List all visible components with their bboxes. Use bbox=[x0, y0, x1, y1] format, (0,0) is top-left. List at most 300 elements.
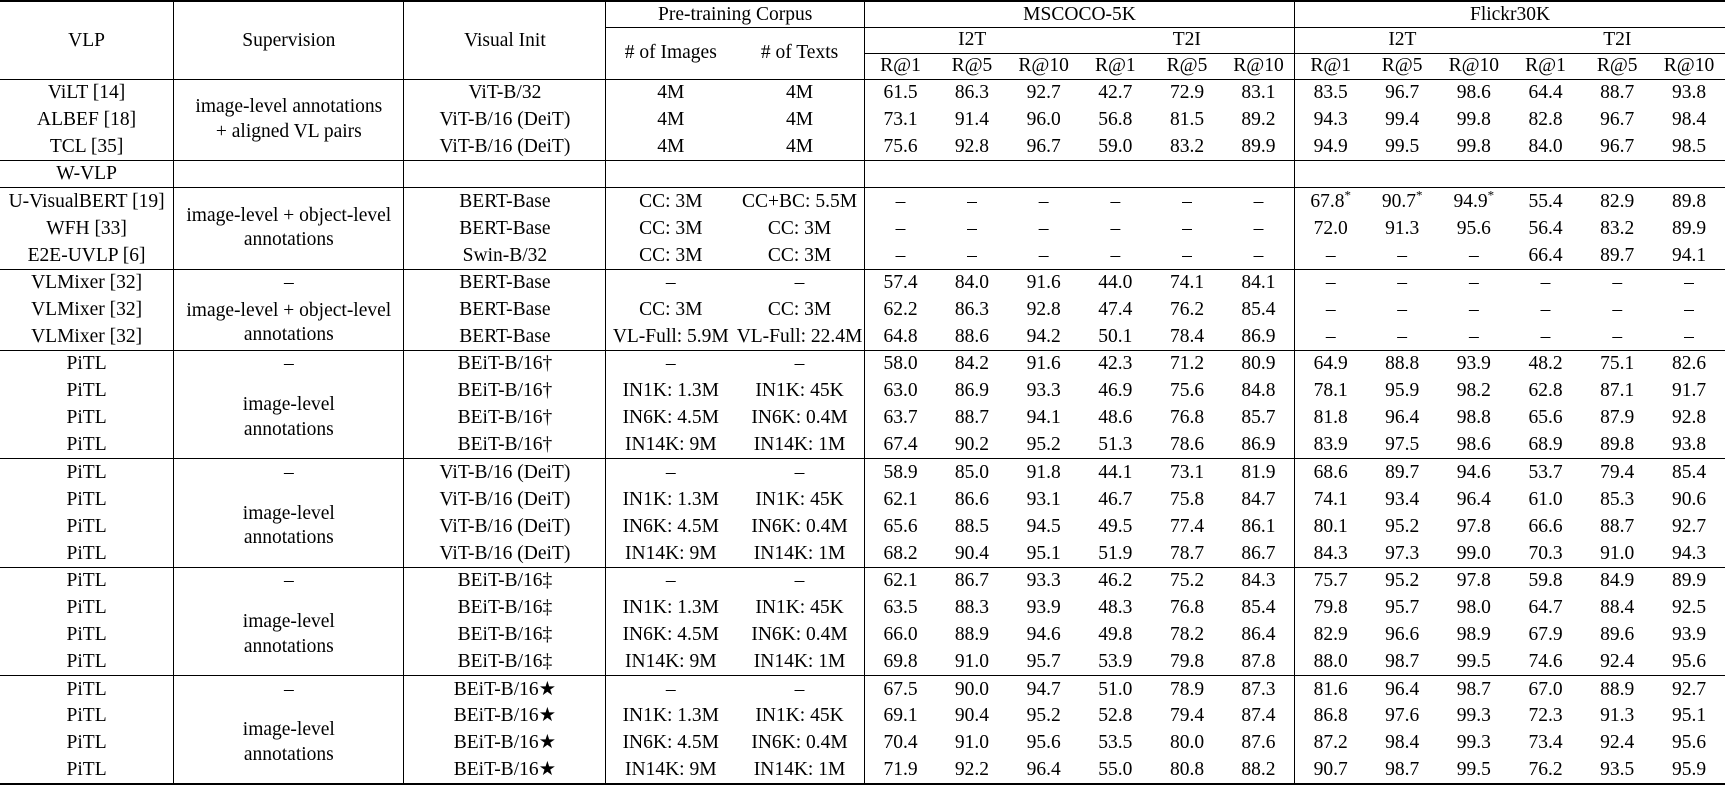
table-row bbox=[0, 594, 1725, 621]
table-row bbox=[0, 459, 1725, 486]
cell-flickr-i2t-r5: 99.4 bbox=[1385, 108, 1420, 130]
cell-flickr-i2t-r5: 96.7 bbox=[1385, 82, 1420, 104]
cell-visual-init: BEiT-B/16‡ bbox=[404, 648, 606, 675]
cell-mscoco-t2i-r1: 56.8 bbox=[1098, 108, 1133, 130]
cell-flickr-i2t-r1: 68.6 bbox=[1313, 461, 1348, 483]
cell-flickr-i2t-r1: 75.7 bbox=[1313, 570, 1348, 592]
cell-vlp: ALBEF [18] bbox=[0, 106, 174, 133]
header-visual-init: Visual Init bbox=[404, 1, 606, 79]
cell-flickr-t2i-r1: 73.4 bbox=[1528, 732, 1563, 754]
cell-flickr-t2i-r5: – bbox=[1612, 272, 1623, 294]
cell-flickr-t2i-r1: 66.6 bbox=[1528, 515, 1563, 537]
cell-flickr-i2t-r10: 99.0 bbox=[1456, 542, 1491, 564]
cell-mscoco-t2i-r5: 76.8 bbox=[1169, 596, 1205, 618]
cell-flickr-t2i-r10: 93.8 bbox=[1671, 82, 1707, 104]
cell-num-texts: 4M bbox=[735, 106, 864, 133]
cell-flickr-t2i-r10: 95.1 bbox=[1671, 705, 1707, 727]
section-spacer-mscoco bbox=[864, 160, 1294, 188]
cell-mscoco-i2t-r1: – bbox=[895, 244, 906, 266]
cell-num-texts: – bbox=[735, 350, 864, 377]
cell-flickr-t2i-r10: 92.5 bbox=[1671, 596, 1707, 618]
cell-flickr-t2i-r5: 87.1 bbox=[1600, 380, 1635, 402]
cell-mscoco-t2i-r10: 86.4 bbox=[1223, 621, 1295, 648]
cell-num-images: CC: 3M bbox=[639, 244, 703, 266]
cell-flickr-t2i-r1: 82.8 bbox=[1528, 108, 1563, 130]
cell-flickr-t2i-r10: 93.8 bbox=[1671, 434, 1707, 456]
cell-mscoco-t2i-r5: 78.9 bbox=[1169, 678, 1205, 700]
cell-flickr-i2t-r1: – bbox=[1325, 325, 1336, 347]
table-row bbox=[0, 269, 1725, 296]
cell-flickr-t2i-r5: 75.1 bbox=[1600, 353, 1635, 375]
header-mscoco-t2i-r5: R@5 bbox=[1166, 55, 1208, 77]
cell-mscoco-i2t-r10: 93.3 bbox=[1026, 570, 1061, 592]
cell-visual-init: BERT-Base bbox=[404, 215, 606, 242]
cell-visual-init: BEiT-B/16‡ bbox=[404, 594, 606, 621]
cell-flickr-t2i-r5: – bbox=[1612, 325, 1623, 347]
cell-mscoco-i2t-r1: 57.4 bbox=[883, 272, 918, 294]
cell-mscoco-i2t-r1: 63.0 bbox=[883, 380, 918, 402]
cell-mscoco-t2i-r1: 50.1 bbox=[1098, 325, 1133, 347]
cell-visual-init: BERT-Base bbox=[404, 188, 606, 215]
cell-mscoco-i2t-r10: 93.3 bbox=[1026, 380, 1061, 402]
header-mscoco-i2t-r5: R@5 bbox=[951, 55, 993, 77]
cell-flickr-t2i-r5: – bbox=[1612, 298, 1623, 320]
cell-mscoco-i2t-r10: 93.9 bbox=[1026, 596, 1061, 618]
cell-num-images: IN6K: 4.5M bbox=[622, 624, 719, 646]
cell-mscoco-t2i-r1: – bbox=[1110, 244, 1121, 266]
table-row bbox=[0, 79, 1725, 106]
cell-visual-init: ViT-B/16 (DeiT) bbox=[404, 540, 606, 567]
cell-flickr-i2t-r10: 98.6 bbox=[1456, 434, 1491, 456]
cell-mscoco-i2t-r5: 91.0 bbox=[954, 650, 990, 672]
cell-mscoco-t2i-r1: 51.3 bbox=[1098, 434, 1133, 456]
cell-mscoco-t2i-r5: 81.5 bbox=[1169, 108, 1205, 130]
header-mscoco-t2i: T2I bbox=[1079, 27, 1294, 53]
cell-mscoco-t2i-r5: 83.2 bbox=[1169, 135, 1205, 157]
cell-flickr-i2t-r5: 89.7 bbox=[1385, 461, 1420, 483]
cell-mscoco-t2i-r1: – bbox=[1110, 190, 1121, 212]
cell-mscoco-i2t-r5: 86.9 bbox=[954, 380, 990, 402]
cell-mscoco-t2i-r10: 85.4 bbox=[1223, 296, 1295, 323]
cell-visual-init: ViT-B/16 (DeiT) bbox=[404, 486, 606, 513]
cell-vlp: PiTL bbox=[0, 703, 174, 730]
cell-mscoco-t2i-r1: 48.3 bbox=[1098, 596, 1133, 618]
table-body bbox=[0, 79, 1725, 784]
cell-num-texts: 4M bbox=[735, 133, 864, 160]
cell-mscoco-t2i-r1: 51.9 bbox=[1098, 542, 1133, 564]
cell-visual-init: BEiT-B/16† bbox=[404, 377, 606, 404]
header-flickr-t2i-r1: R@1 bbox=[1525, 55, 1566, 77]
cell-num-texts: – bbox=[735, 269, 864, 296]
supervision-line: image-level annotations bbox=[195, 96, 383, 118]
cell-flickr-i2t-r10: 96.4 bbox=[1456, 488, 1491, 510]
cell-flickr-i2t-r10: 99.8 bbox=[1456, 135, 1491, 157]
cell-mscoco-i2t-r1: 64.8 bbox=[883, 325, 918, 347]
cell-mscoco-t2i-r5: 74.1 bbox=[1169, 272, 1205, 294]
cell-mscoco-t2i-r5: 78.2 bbox=[1169, 624, 1205, 646]
cell-num-texts: IN14K: 1M bbox=[735, 540, 864, 567]
cell-flickr-t2i-r5: 91.3 bbox=[1600, 705, 1635, 727]
cell-flickr-t2i-r1: 55.4 bbox=[1528, 190, 1563, 212]
cell-mscoco-i2t-r1: 69.1 bbox=[883, 705, 918, 727]
cell-num-texts: CC: 3M bbox=[735, 242, 864, 269]
cell-mscoco-i2t-r1: 62.2 bbox=[883, 298, 918, 320]
supervision-line: image-level bbox=[242, 719, 335, 741]
cell-num-texts: CC: 3M bbox=[735, 296, 864, 323]
cell-mscoco-t2i-r5: 79.8 bbox=[1169, 650, 1205, 672]
cell-mscoco-t2i-r10: 86.1 bbox=[1223, 513, 1295, 540]
cell-flickr-t2i-r1: 64.4 bbox=[1528, 82, 1563, 104]
cell-mscoco-i2t-r1: 67.4 bbox=[883, 434, 918, 456]
cell-num-images: IN14K: 9M bbox=[625, 542, 717, 564]
cell-mscoco-i2t-r10: 91.8 bbox=[1026, 461, 1061, 483]
cell-flickr-t2i-r10: 92.8 bbox=[1671, 407, 1707, 429]
cell-visual-init: BERT-Base bbox=[404, 269, 606, 296]
cell-mscoco-t2i-r10: – bbox=[1223, 215, 1295, 242]
cell-visual-init: BERT-Base bbox=[404, 323, 606, 350]
cell-mscoco-t2i-r1: 46.7 bbox=[1098, 488, 1133, 510]
cell-mscoco-t2i-r1: 48.6 bbox=[1098, 407, 1133, 429]
cell-visual-init: BEiT-B/16‡ bbox=[404, 567, 606, 594]
cell-num-images: 4M bbox=[657, 82, 685, 104]
cell-mscoco-t2i-r1: 49.8 bbox=[1098, 624, 1133, 646]
cell-flickr-t2i-r1: 66.4 bbox=[1528, 244, 1563, 266]
cell-mscoco-i2t-r10: 95.7 bbox=[1026, 650, 1061, 672]
cell-vlp: VLMixer [32] bbox=[0, 323, 174, 350]
cell-mscoco-i2t-r1: 65.6 bbox=[883, 515, 918, 537]
cell-flickr-t2i-r1: – bbox=[1540, 325, 1551, 347]
header-mscoco-t2i-r1: R@1 bbox=[1094, 55, 1136, 77]
cell-mscoco-i2t-r5: – bbox=[967, 190, 977, 212]
cell-mscoco-t2i-r10: 84.8 bbox=[1223, 377, 1295, 404]
table-row bbox=[0, 377, 1725, 404]
cell-flickr-t2i-r10: 89.9 bbox=[1671, 217, 1707, 239]
header-supervision: Supervision bbox=[174, 1, 404, 79]
cell-mscoco-i2t-r10: 95.6 bbox=[1026, 732, 1061, 754]
supervision-line: image-level bbox=[242, 502, 335, 524]
cell-supervision: – bbox=[174, 350, 404, 377]
cell-flickr-i2t-r1: 83.9 bbox=[1313, 434, 1348, 456]
cell-mscoco-i2t-r5: 88.3 bbox=[954, 596, 990, 618]
cell-visual-init: ViT-B/16 (DeiT) bbox=[404, 106, 606, 133]
cell-vlp: PiTL bbox=[0, 594, 174, 621]
cell-mscoco-i2t-r10: 92.8 bbox=[1026, 298, 1061, 320]
cell-num-texts: IN1K: 45K bbox=[735, 377, 864, 404]
cell-flickr-t2i-r10: – bbox=[1684, 325, 1694, 347]
cell-mscoco-i2t-r5: 86.3 bbox=[954, 82, 990, 104]
cell-vlp: PiTL bbox=[0, 377, 174, 404]
cell-flickr-t2i-r10: 98.4 bbox=[1671, 108, 1707, 130]
cell-mscoco-i2t-r10: – bbox=[1038, 190, 1049, 212]
cell-mscoco-t2i-r1: 53.9 bbox=[1098, 650, 1133, 672]
cell-num-texts: CC+BC: 5.5M bbox=[735, 188, 864, 215]
header-flickr30k: Flickr30K bbox=[1295, 1, 1725, 27]
cell-visual-init: BEiT-B/16★ bbox=[404, 675, 606, 702]
cell-mscoco-i2t-r10: 95.1 bbox=[1026, 542, 1061, 564]
cell-mscoco-t2i-r10: 87.8 bbox=[1223, 648, 1295, 675]
cell-mscoco-t2i-r10: 88.2 bbox=[1223, 757, 1295, 784]
cell-flickr-i2t-r5: – bbox=[1397, 298, 1408, 320]
cell-mscoco-i2t-r5: 91.4 bbox=[954, 108, 990, 130]
cell-flickr-t2i-r10: 95.9 bbox=[1671, 759, 1707, 781]
cell-mscoco-t2i-r10: 87.4 bbox=[1223, 703, 1295, 730]
cell-mscoco-t2i-r5: 79.4 bbox=[1169, 705, 1205, 727]
cell-mscoco-i2t-r1: 67.5 bbox=[883, 678, 918, 700]
cell-num-texts: IN14K: 1M bbox=[735, 648, 864, 675]
cell-visual-init: ViT-B/16 (DeiT) bbox=[404, 133, 606, 160]
cell-mscoco-t2i-r5: 71.2 bbox=[1169, 353, 1205, 375]
header-mscoco-5k: MSCOCO-5K bbox=[864, 1, 1294, 27]
cell-flickr-i2t-r1: 72.0 bbox=[1313, 217, 1348, 239]
section-spacer-supervision bbox=[174, 160, 404, 188]
cell-flickr-t2i-r5: 83.2 bbox=[1600, 217, 1635, 239]
cell-supervision: – bbox=[174, 675, 404, 702]
header-flickr-i2t: I2T bbox=[1295, 27, 1510, 53]
cell-mscoco-t2i-r5: 76.2 bbox=[1169, 298, 1205, 320]
cell-flickr-i2t-r5: 98.4 bbox=[1385, 732, 1420, 754]
cell-flickr-t2i-r1: 56.4 bbox=[1528, 217, 1563, 239]
cell-flickr-i2t-r10: 98.9 bbox=[1456, 624, 1491, 646]
supervision-line: + aligned VL pairs bbox=[215, 120, 362, 142]
cell-flickr-t2i-r5: 88.7 bbox=[1600, 82, 1635, 104]
cell-flickr-i2t-r5: 90.7* bbox=[1381, 187, 1423, 212]
table-header bbox=[0, 1, 1725, 79]
cell-vlp: PiTL bbox=[0, 730, 174, 757]
cell-vlp: PiTL bbox=[0, 459, 174, 486]
cell-mscoco-t2i-r1: 46.2 bbox=[1098, 570, 1133, 592]
cell-mscoco-t2i-r10: 84.3 bbox=[1223, 567, 1295, 594]
cell-flickr-t2i-r5: 89.7 bbox=[1600, 244, 1635, 266]
cell-mscoco-i2t-r10: 96.0 bbox=[1026, 108, 1061, 130]
header-row-groups bbox=[0, 1, 1725, 27]
cell-mscoco-i2t-r10: 93.1 bbox=[1026, 488, 1061, 510]
cell-num-texts: – bbox=[735, 567, 864, 594]
cell-flickr-i2t-r5: 95.2 bbox=[1385, 570, 1420, 592]
cell-mscoco-t2i-r1: 44.1 bbox=[1098, 461, 1133, 483]
header-mscoco-i2t: I2T bbox=[864, 27, 1079, 53]
cell-vlp: U-VisualBERT [19] bbox=[0, 188, 174, 215]
cell-num-images: – bbox=[665, 272, 676, 294]
cell-mscoco-i2t-r5: 86.7 bbox=[954, 570, 990, 592]
cell-flickr-i2t-r10: – bbox=[1468, 325, 1479, 347]
cell-visual-init: Swin-B/32 bbox=[404, 242, 606, 269]
supervision-line: image-level + object-level bbox=[186, 205, 392, 227]
cell-mscoco-i2t-r1: 62.1 bbox=[883, 488, 918, 510]
cell-mscoco-i2t-r5: 92.8 bbox=[954, 135, 990, 157]
cell-flickr-i2t-r10: 94.9* bbox=[1453, 187, 1495, 212]
cell-flickr-t2i-r5: 82.9 bbox=[1600, 190, 1635, 212]
cell-flickr-i2t-r5: 97.6 bbox=[1385, 705, 1420, 727]
cell-mscoco-t2i-r5: 78.4 bbox=[1169, 325, 1205, 347]
cell-flickr-i2t-r5: – bbox=[1397, 272, 1408, 294]
table-row bbox=[0, 188, 1725, 215]
header-flickr-t2i: T2I bbox=[1510, 27, 1725, 53]
cell-flickr-t2i-r1: – bbox=[1540, 272, 1551, 294]
cell-num-images: – bbox=[665, 678, 676, 700]
cell-num-texts: IN6K: 0.4M bbox=[735, 621, 864, 648]
cell-flickr-i2t-r10: – bbox=[1468, 272, 1479, 294]
cell-mscoco-i2t-r5: 86.6 bbox=[954, 488, 990, 510]
cell-vlp: PiTL bbox=[0, 567, 174, 594]
table-row bbox=[0, 567, 1725, 594]
cell-num-texts: IN6K: 0.4M bbox=[735, 513, 864, 540]
cell-flickr-i2t-r10: 97.8 bbox=[1456, 570, 1491, 592]
cell-flickr-t2i-r1: 84.0 bbox=[1528, 135, 1563, 157]
cell-mscoco-i2t-r5: 90.0 bbox=[954, 678, 990, 700]
cell-mscoco-i2t-r1: 61.5 bbox=[883, 82, 918, 104]
cell-flickr-t2i-r5: 93.5 bbox=[1600, 759, 1635, 781]
cell-flickr-t2i-r10: 91.7 bbox=[1671, 380, 1707, 402]
cell-mscoco-i2t-r5: 88.5 bbox=[954, 515, 990, 537]
cell-num-images: IN1K: 1.3M bbox=[622, 596, 719, 618]
cell-mscoco-i2t-r1: 73.1 bbox=[883, 108, 918, 130]
cell-flickr-i2t-r10: 99.3 bbox=[1456, 732, 1491, 754]
cell-mscoco-t2i-r5: 75.8 bbox=[1169, 488, 1205, 510]
cell-vlp: PiTL bbox=[0, 540, 174, 567]
cell-flickr-i2t-r1: 81.6 bbox=[1313, 678, 1348, 700]
cell-flickr-t2i-r10: 95.6 bbox=[1671, 732, 1707, 754]
cell-flickr-i2t-r10: 99.5 bbox=[1456, 759, 1491, 781]
cell-mscoco-t2i-r10: 89.2 bbox=[1223, 106, 1295, 133]
cell-flickr-t2i-r1: 62.8 bbox=[1528, 380, 1563, 402]
cell-mscoco-i2t-r1: – bbox=[895, 217, 906, 239]
cell-num-texts: – bbox=[735, 675, 864, 702]
cell-flickr-t2i-r1: 64.7 bbox=[1528, 596, 1563, 618]
cell-flickr-i2t-r5: 98.7 bbox=[1385, 759, 1420, 781]
cell-mscoco-t2i-r10: 86.9 bbox=[1223, 432, 1295, 459]
cell-flickr-t2i-r10: – bbox=[1684, 298, 1694, 320]
cell-flickr-i2t-r10: 98.2 bbox=[1456, 380, 1491, 402]
cell-mscoco-t2i-r5: 73.1 bbox=[1169, 461, 1205, 483]
cell-vlp: PiTL bbox=[0, 621, 174, 648]
supervision-line: annotations bbox=[243, 527, 334, 549]
table-row bbox=[0, 350, 1725, 377]
cell-flickr-t2i-r10: 92.7 bbox=[1671, 515, 1707, 537]
cell-vlp: E2E-UVLP [6] bbox=[0, 242, 174, 269]
cell-flickr-t2i-r10: 90.6 bbox=[1671, 488, 1707, 510]
cell-flickr-t2i-r1: – bbox=[1540, 298, 1551, 320]
cell-vlp: VLMixer [32] bbox=[0, 269, 174, 296]
cell-flickr-t2i-r5: 88.9 bbox=[1600, 678, 1635, 700]
cell-vlp: VLMixer [32] bbox=[0, 296, 174, 323]
cell-vlp: PiTL bbox=[0, 486, 174, 513]
cell-flickr-t2i-r1: 61.0 bbox=[1528, 488, 1563, 510]
cell-mscoco-t2i-r5: 75.6 bbox=[1169, 380, 1205, 402]
cell-flickr-i2t-r10: 98.6 bbox=[1456, 82, 1491, 104]
cell-flickr-t2i-r10: 98.5 bbox=[1671, 135, 1707, 157]
table-row bbox=[0, 675, 1725, 702]
asterisk-marker: * bbox=[1487, 187, 1495, 203]
section-spacer-flickr bbox=[1295, 160, 1725, 188]
cell-num-images: 4M bbox=[657, 135, 685, 157]
supervision-line: annotations bbox=[243, 229, 334, 251]
cell-flickr-i2t-r5: 97.3 bbox=[1385, 542, 1420, 564]
table-row bbox=[0, 486, 1725, 513]
cell-num-images: IN6K: 4.5M bbox=[622, 515, 719, 537]
cell-flickr-i2t-r5: – bbox=[1397, 325, 1408, 347]
cell-num-texts: IN14K: 1M bbox=[735, 432, 864, 459]
cell-flickr-i2t-r1: 94.3 bbox=[1313, 108, 1348, 130]
cell-flickr-i2t-r5: 97.5 bbox=[1385, 434, 1420, 456]
cell-flickr-t2i-r10: 92.7 bbox=[1671, 678, 1707, 700]
cell-flickr-i2t-r10: 98.0 bbox=[1456, 596, 1491, 618]
cell-flickr-t2i-r1: 72.3 bbox=[1528, 705, 1563, 727]
cell-vlp: PiTL bbox=[0, 513, 174, 540]
cell-flickr-t2i-r10: 85.4 bbox=[1671, 461, 1707, 483]
cell-mscoco-i2t-r10: 91.6 bbox=[1026, 353, 1061, 375]
asterisk-marker: * bbox=[1344, 187, 1352, 203]
cell-mscoco-t2i-r5: 80.0 bbox=[1169, 732, 1205, 754]
section-label-wvlp: W-VLP bbox=[0, 160, 174, 188]
cell-num-images: 4M bbox=[657, 108, 685, 130]
cell-mscoco-i2t-r5: 92.2 bbox=[954, 759, 990, 781]
cell-num-texts: IN6K: 0.4M bbox=[735, 405, 864, 432]
cell-mscoco-i2t-r1: 69.8 bbox=[883, 650, 918, 672]
cell-flickr-t2i-r10: – bbox=[1684, 272, 1694, 294]
cell-flickr-i2t-r5: 91.3 bbox=[1385, 217, 1420, 239]
cell-supervision bbox=[174, 188, 404, 269]
cell-flickr-i2t-r5: 95.7 bbox=[1385, 596, 1420, 618]
cell-mscoco-t2i-r1: 42.7 bbox=[1098, 82, 1133, 104]
cell-flickr-t2i-r5: 85.3 bbox=[1600, 488, 1635, 510]
table-row bbox=[0, 296, 1725, 323]
cell-flickr-t2i-r5: 84.9 bbox=[1600, 570, 1635, 592]
cell-flickr-i2t-r1: 82.9 bbox=[1313, 624, 1348, 646]
cell-mscoco-t2i-r10: 80.9 bbox=[1223, 350, 1295, 377]
cell-mscoco-i2t-r10: 95.2 bbox=[1026, 434, 1061, 456]
cell-flickr-i2t-r1: 87.2 bbox=[1313, 732, 1348, 754]
cell-flickr-i2t-r10: 94.6 bbox=[1456, 461, 1491, 483]
header-pretraining-corpus: Pre-training Corpus bbox=[606, 1, 865, 27]
cell-mscoco-i2t-r5: 90.2 bbox=[954, 434, 990, 456]
cell-visual-init: BEiT-B/16★ bbox=[404, 730, 606, 757]
cell-num-texts: VL-Full: 22.4M bbox=[735, 323, 864, 350]
cell-vlp: PiTL bbox=[0, 432, 174, 459]
cell-flickr-t2i-r5: 89.6 bbox=[1600, 624, 1635, 646]
cell-mscoco-i2t-r10: – bbox=[1038, 217, 1049, 239]
cell-mscoco-i2t-r1: 63.7 bbox=[883, 407, 918, 429]
cell-flickr-t2i-r5: 88.4 bbox=[1600, 596, 1635, 618]
cell-flickr-t2i-r1: 53.7 bbox=[1528, 461, 1563, 483]
cell-flickr-t2i-r1: 68.9 bbox=[1528, 434, 1563, 456]
cell-flickr-t2i-r5: 79.4 bbox=[1600, 461, 1635, 483]
cell-flickr-i2t-r10: 99.3 bbox=[1456, 705, 1491, 727]
supervision-line: annotations bbox=[243, 743, 334, 765]
cell-num-images: CC: 3M bbox=[639, 190, 703, 212]
cell-num-images: IN1K: 1.3M bbox=[622, 380, 719, 402]
cell-flickr-i2t-r10: – bbox=[1468, 298, 1479, 320]
cell-flickr-t2i-r1: 65.6 bbox=[1528, 407, 1563, 429]
cell-num-images: IN1K: 1.3M bbox=[622, 705, 719, 727]
cell-mscoco-t2i-r1: 49.5 bbox=[1098, 515, 1133, 537]
header-vlp: VLP bbox=[0, 1, 174, 79]
cell-mscoco-t2i-r5: 80.8 bbox=[1169, 759, 1205, 781]
cell-flickr-i2t-r10: 99.5 bbox=[1456, 650, 1491, 672]
cell-mscoco-t2i-r5: – bbox=[1182, 217, 1192, 239]
cell-mscoco-i2t-r1: 58.9 bbox=[883, 461, 918, 483]
cell-flickr-i2t-r10: 99.8 bbox=[1456, 108, 1491, 130]
cell-mscoco-t2i-r1: 51.0 bbox=[1098, 678, 1133, 700]
cell-flickr-i2t-r5: 95.9 bbox=[1385, 380, 1420, 402]
cell-num-images: CC: 3M bbox=[639, 217, 703, 239]
cell-visual-init: BERT-Base bbox=[404, 296, 606, 323]
cell-mscoco-i2t-r5: 91.0 bbox=[954, 732, 990, 754]
cell-mscoco-i2t-r5: – bbox=[967, 244, 977, 266]
cell-flickr-t2i-r5: 96.7 bbox=[1600, 135, 1635, 157]
cell-flickr-i2t-r1: 83.5 bbox=[1313, 82, 1348, 104]
cell-supervision bbox=[174, 486, 404, 567]
cell-flickr-i2t-r1: 84.3 bbox=[1313, 542, 1348, 564]
